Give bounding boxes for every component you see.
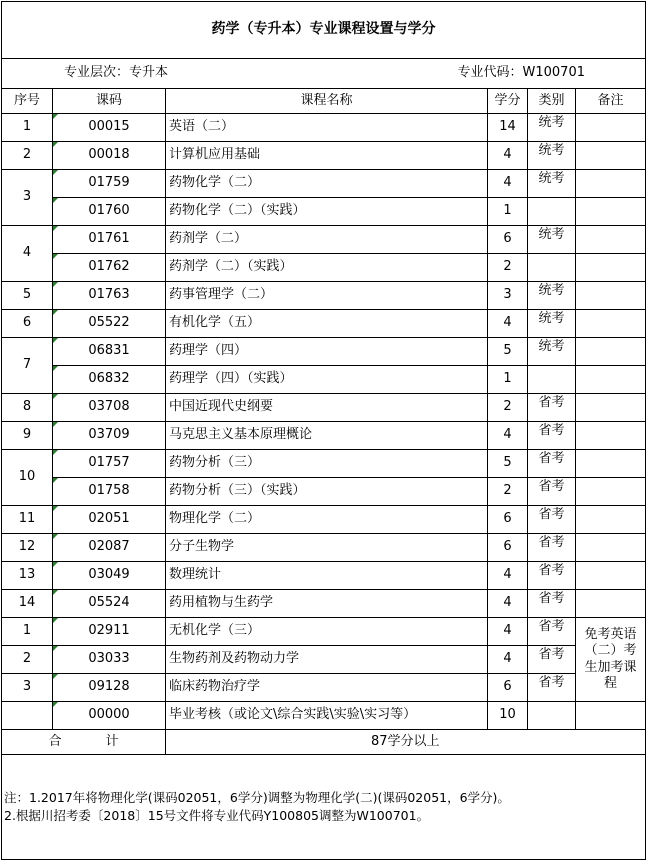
seq-cell: 2 xyxy=(2,142,53,170)
total-label-a: 合 xyxy=(48,733,62,749)
header-row xyxy=(2,89,646,114)
footer-notes xyxy=(2,755,646,860)
total-label xyxy=(2,730,166,755)
course-name-cell: 毕业考核（或论文\综合实践\实验\实习等） xyxy=(166,702,488,730)
table-row xyxy=(2,478,646,506)
table-row xyxy=(2,422,646,450)
credits-cell: 2 xyxy=(488,478,528,506)
code-cell: 01760 xyxy=(53,198,166,226)
type-cell: 省考 xyxy=(528,534,576,562)
course-name-cell: 中国近现代史纲要 xyxy=(166,394,488,422)
code-cell: 01757 xyxy=(53,450,166,478)
code-cell: 01763 xyxy=(53,282,166,310)
course-name-cell: 无机化学（三） xyxy=(166,618,488,646)
course-name-cell: 英语（二） xyxy=(166,114,488,142)
type-cell: 统考 xyxy=(528,170,576,198)
credits-cell: 4 xyxy=(488,590,528,618)
type-cell: 统考 xyxy=(528,282,576,310)
type-cell: 省考 xyxy=(528,590,576,618)
table-row xyxy=(2,618,646,646)
course-name-cell: 药理学（四） xyxy=(166,338,488,366)
credits-cell: 4 xyxy=(488,646,528,674)
seq-cell: 8 xyxy=(2,394,53,422)
credits-cell: 1 xyxy=(488,198,528,226)
credits-cell: 10 xyxy=(488,702,528,730)
note-cell-empty xyxy=(576,170,646,198)
credits-cell: 5 xyxy=(488,338,528,366)
note-cell-empty xyxy=(576,254,646,282)
code-cell: 01762 xyxy=(53,254,166,282)
seq-cell: 2 xyxy=(2,646,53,674)
table-row xyxy=(2,170,646,198)
code-cell: 09128 xyxy=(53,674,166,702)
credits-cell: 6 xyxy=(488,506,528,534)
credits-cell: 6 xyxy=(488,674,528,702)
extra-courses-note: 免考英语（二）考生加考课程 xyxy=(576,618,646,702)
table-row xyxy=(2,226,646,254)
course-name-cell: 生物药剂及药物动力学 xyxy=(166,646,488,674)
header-note: 备注 xyxy=(576,89,646,114)
table-row xyxy=(2,506,646,534)
code-cell: 05522 xyxy=(53,310,166,338)
seq-cell: 13 xyxy=(2,562,53,590)
seq-cell: 14 xyxy=(2,590,53,618)
header-code: 课码 xyxy=(53,89,166,114)
table-row xyxy=(2,338,646,366)
code-cell: 00018 xyxy=(53,142,166,170)
table-row xyxy=(2,310,646,338)
code-cell: 03049 xyxy=(53,562,166,590)
course-table xyxy=(1,1,646,860)
type-cell xyxy=(528,254,576,282)
note-cell-empty xyxy=(576,506,646,534)
code-cell: 03709 xyxy=(53,422,166,450)
code-cell: 06831 xyxy=(53,338,166,366)
course-name-cell: 药剂学（二）（实践） xyxy=(166,254,488,282)
code-cell: 00015 xyxy=(53,114,166,142)
type-cell: 统考 xyxy=(528,226,576,254)
seq-cell: 10 xyxy=(2,450,53,506)
note-cell-empty xyxy=(576,114,646,142)
credits-cell: 6 xyxy=(488,534,528,562)
credits-cell: 2 xyxy=(488,254,528,282)
credits-cell: 1 xyxy=(488,366,528,394)
code-cell: 01759 xyxy=(53,170,166,198)
total-value xyxy=(166,730,646,755)
table-row xyxy=(2,282,646,310)
table-row xyxy=(2,366,646,394)
credits-cell: 14 xyxy=(488,114,528,142)
code-cell: 05524 xyxy=(53,590,166,618)
code-cell: 02911 xyxy=(53,618,166,646)
table-row xyxy=(2,254,646,282)
course-name-cell: 数理统计 xyxy=(166,562,488,590)
note-cell-empty xyxy=(576,338,646,366)
type-cell: 省考 xyxy=(528,394,576,422)
table-row xyxy=(2,394,646,422)
credits-cell: 4 xyxy=(488,422,528,450)
header-credits: 学分 xyxy=(488,89,528,114)
note-cell-empty xyxy=(576,282,646,310)
note-cell-empty xyxy=(576,562,646,590)
note-cell-empty xyxy=(576,534,646,562)
major-code: 专业代码：W100701 xyxy=(457,65,585,81)
type-cell: 省考 xyxy=(528,674,576,702)
course-name-cell: 药物化学（二）（实践） xyxy=(166,198,488,226)
seq-cell xyxy=(2,702,53,730)
course-name-cell: 药理学（四）（实践） xyxy=(166,366,488,394)
table-row xyxy=(2,534,646,562)
footer-note-1: 注：1.2017年将物理化学(课码02051，6学分)调整为物理化学(二)(课码02051，6学分)。 xyxy=(4,789,510,805)
course-name-cell: 有机化学（五） xyxy=(166,310,488,338)
course-name-cell: 药物分析（三）（实践） xyxy=(166,478,488,506)
seq-cell: 1 xyxy=(2,114,53,142)
seq-cell: 3 xyxy=(2,674,53,702)
type-cell: 统考 xyxy=(528,142,576,170)
seq-cell: 6 xyxy=(2,310,53,338)
footer-note-2: 2.根据川招考委〔2018〕15号文件将专业代码Y100805调整为W100701。 xyxy=(4,808,430,823)
type-cell: 省考 xyxy=(528,618,576,646)
type-cell: 统考 xyxy=(528,338,576,366)
type-cell xyxy=(528,198,576,226)
total-value-text: 87学分以上 xyxy=(371,733,440,749)
credits-cell: 6 xyxy=(488,226,528,254)
note-cell-empty xyxy=(576,590,646,618)
header-type: 类别 xyxy=(528,89,576,114)
course-name-cell: 分子生物学 xyxy=(166,534,488,562)
code-cell: 02087 xyxy=(53,534,166,562)
major-level: 专业层次：专升本 xyxy=(64,65,169,81)
credits-cell: 4 xyxy=(488,170,528,198)
course-name-cell: 马克思主义基本原理概论 xyxy=(166,422,488,450)
note-cell-empty xyxy=(576,226,646,254)
table-row xyxy=(2,114,646,142)
header-seq: 序号 xyxy=(2,89,53,114)
type-cell: 省考 xyxy=(528,506,576,534)
course-name-cell: 临床药物治疗学 xyxy=(166,674,488,702)
table-row xyxy=(2,142,646,170)
credits-cell: 5 xyxy=(488,450,528,478)
credits-cell: 2 xyxy=(488,394,528,422)
table-row xyxy=(2,702,646,730)
code-cell: 06832 xyxy=(53,366,166,394)
code-cell: 03708 xyxy=(53,394,166,422)
type-cell: 省考 xyxy=(528,478,576,506)
seq-cell: 1 xyxy=(2,618,53,646)
note-cell-empty xyxy=(576,394,646,422)
major-info xyxy=(2,59,646,89)
seq-cell: 12 xyxy=(2,534,53,562)
code-cell: 03033 xyxy=(53,646,166,674)
course-name-cell: 物理化学（二） xyxy=(166,506,488,534)
course-name-cell: 药剂学（二） xyxy=(166,226,488,254)
course-name-cell: 药物分析（三） xyxy=(166,450,488,478)
table-row xyxy=(2,590,646,618)
note-cell-empty xyxy=(576,422,646,450)
table-row xyxy=(2,646,646,674)
table-row xyxy=(2,450,646,478)
course-name-cell: 药物化学（二） xyxy=(166,170,488,198)
code-cell: 01758 xyxy=(53,478,166,506)
type-cell: 省考 xyxy=(528,646,576,674)
note-cell-empty xyxy=(576,702,646,730)
table-row xyxy=(2,674,646,702)
seq-cell: 4 xyxy=(2,226,53,282)
credits-cell: 4 xyxy=(488,618,528,646)
credits-cell: 4 xyxy=(488,142,528,170)
table-row xyxy=(2,562,646,590)
note-cell-empty xyxy=(576,450,646,478)
code-cell: 00000 xyxy=(53,702,166,730)
note-cell-empty xyxy=(576,366,646,394)
seq-cell: 5 xyxy=(2,282,53,310)
type-cell: 统考 xyxy=(528,114,576,142)
note-cell-empty xyxy=(576,478,646,506)
seq-cell: 7 xyxy=(2,338,53,394)
course-name-cell: 药用植物与生药学 xyxy=(166,590,488,618)
type-cell xyxy=(528,366,576,394)
note-cell-empty xyxy=(576,142,646,170)
credits-cell: 4 xyxy=(488,310,528,338)
code-cell: 02051 xyxy=(53,506,166,534)
type-cell xyxy=(528,702,576,730)
seq-cell: 11 xyxy=(2,506,53,534)
note-cell-empty xyxy=(576,198,646,226)
course-name-cell: 药事管理学（二） xyxy=(166,282,488,310)
course-name-cell: 计算机应用基础 xyxy=(166,142,488,170)
type-cell: 统考 xyxy=(528,310,576,338)
total-label-b: 计 xyxy=(105,733,119,749)
header-name: 课程名称 xyxy=(166,89,488,114)
seq-cell: 3 xyxy=(2,170,53,226)
table-row xyxy=(2,198,646,226)
type-cell: 省考 xyxy=(528,450,576,478)
type-cell: 省考 xyxy=(528,422,576,450)
total-row xyxy=(2,730,646,755)
code-cell: 01761 xyxy=(53,226,166,254)
seq-cell: 9 xyxy=(2,422,53,450)
note-cell-empty xyxy=(576,310,646,338)
type-cell: 省考 xyxy=(528,562,576,590)
credits-cell: 4 xyxy=(488,562,528,590)
sheet-title: 药学（专升本）专业课程设置与学分 xyxy=(2,2,646,59)
credits-cell: 3 xyxy=(488,282,528,310)
